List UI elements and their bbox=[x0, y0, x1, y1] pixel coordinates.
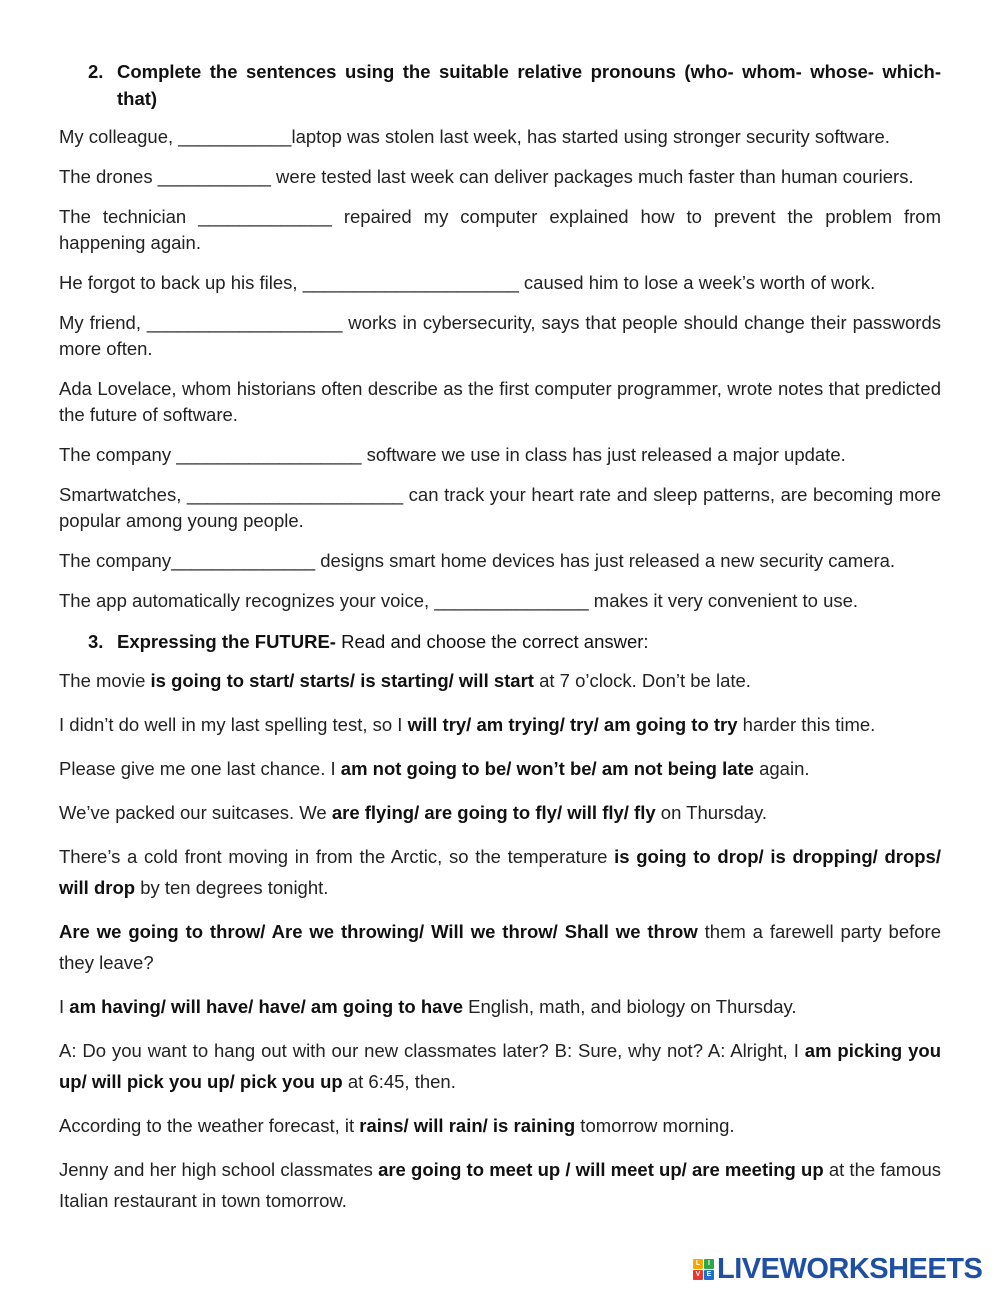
sentence: The company______________ designs smart home devices has just released a new security camera. bbox=[59, 550, 896, 571]
sentence: He forgot to back up his files, _____________________ caused him to lose a week’s worth of work. bbox=[59, 272, 876, 293]
sentence: My friend, ___________________ works in cybersecurity, says that people should change their passwords more often. bbox=[59, 312, 941, 359]
section-2-title: Complete the sentences using the suitable relative pronouns (who- whom- whose- which-that) bbox=[117, 61, 941, 109]
sentence: The technician _____________ repaired my computer explained how to prevent the problem from happening again. bbox=[59, 206, 941, 253]
future-item: According to the weather forecast, it rains/ will rain/ is raining tomorrow morning. bbox=[59, 1115, 735, 1136]
sentence: The app automatically recognizes your voice, _______________ makes it very convenient to use. bbox=[59, 590, 859, 611]
section-2-sentences bbox=[59, 124, 941, 614]
worksheet-page bbox=[59, 58, 941, 1229]
answer-options: is going to start/ starts/ is starting/ will start bbox=[150, 670, 534, 691]
answer-options: am having/ will have/ have/ am going to have bbox=[69, 996, 464, 1017]
sentence: Ada Lovelace, whom historians often describe as the first computer programmer, wrote notes that predicted the future of software. bbox=[59, 378, 941, 425]
future-item: I didn’t do well in my last spelling test, so I will try/ am trying/ try/ am going to try harder this time. bbox=[59, 714, 876, 735]
answer-options: rains/ will rain/ is raining bbox=[359, 1115, 576, 1136]
answer-options: am not going to be/ won’t be/ am not being late bbox=[340, 758, 754, 779]
answer-options: are going to meet up / will meet up/ are meeting up bbox=[378, 1159, 824, 1180]
sentence: Smartwatches, _____________________ can track your heart rate and sleep patterns, are becoming more popular among young people. bbox=[59, 484, 941, 531]
future-item: Are we going to throw/ Are we throwing/ Will we throw/ Shall we throw them a farewell party before they leave? bbox=[59, 921, 942, 973]
future-item: I am having/ will have/ have/ am going to have English, math, and biology on Thursday. bbox=[59, 996, 797, 1017]
section-3-items bbox=[59, 665, 941, 1216]
future-item: A: Do you want to hang out with our new classmates later? B: Sure, why not? A: Alright, I am picking you up/ will pick you up/ pick you up at 6:45, then. bbox=[59, 1040, 941, 1092]
logo-text: LIVEWORKSHEETS bbox=[717, 1252, 983, 1285]
future-item: There’s a cold front moving in from the Arctic, so the temperature is going to drop/ is dropping/ drops/ will drop by ten degrees tonight. bbox=[59, 846, 941, 898]
sentence: The drones ___________ were tested last week can deliver packages much faster than human couriers. bbox=[59, 166, 914, 187]
future-item: Jenny and her high school classmates are going to meet up / will meet up/ are meeting up at the famous Italian restaurant in town tomorrow. bbox=[59, 1159, 942, 1211]
section-3-title-rest: Read and choose the correct answer: bbox=[335, 631, 649, 652]
section-2-heading bbox=[59, 58, 941, 112]
future-item: Please give me one last chance. I am not going to be/ won’t be/ am not being late again. bbox=[59, 758, 810, 779]
future-item: We’ve packed our suitcases. We are flying/ are going to fly/ will fly/ fly on Thursday. bbox=[59, 802, 768, 823]
section-3-title-bold: Expressing the FUTURE- bbox=[117, 631, 336, 652]
answer-options: are flying/ are going to fly/ will fly/ fly bbox=[331, 802, 656, 823]
liveworksheets-logo[interactable] bbox=[693, 1254, 982, 1284]
sentence: My colleague, ___________laptop was stolen last week, has started using stronger security software. bbox=[59, 126, 890, 147]
section-3-heading bbox=[59, 628, 941, 655]
logo-blocks-icon: L I V E bbox=[693, 1259, 714, 1280]
answer-options: is going to drop/ is dropping/ drops/ will drop bbox=[59, 846, 941, 898]
future-item: The movie is going to start/ starts/ is starting/ will start at 7 o’clock. Don’t be late. bbox=[59, 670, 751, 691]
sentence: The company __________________ software we use in class has just released a major update. bbox=[59, 444, 846, 465]
section-3-number: 3. bbox=[88, 631, 104, 652]
section-2-number: 2. bbox=[88, 61, 104, 82]
answer-options: Are we going to throw/ Are we throwing/ Will we throw/ Shall we throw bbox=[59, 921, 698, 942]
answer-options: am picking you up/ will pick you up/ pick you up bbox=[59, 1040, 941, 1092]
answer-options: will try/ am trying/ try/ am going to try bbox=[407, 714, 738, 735]
